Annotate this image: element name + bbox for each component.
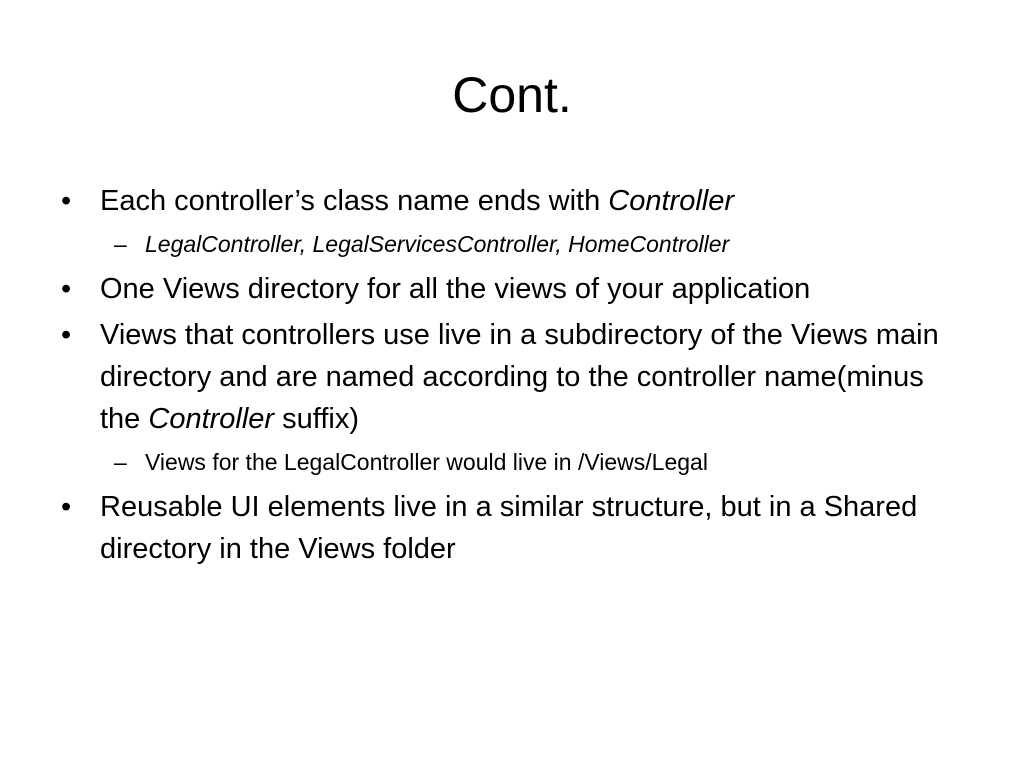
- bullet-icon: •: [61, 273, 72, 305]
- dash-icon: –: [114, 449, 127, 475]
- bullet-text: Reusable UI elements live in a similar structure, but in a Shared directory in the Views folder: [100, 491, 918, 565]
- bullet-text: Views that controllers use live in a subdirectory of the Views main directory and are named according to the controller name(minus the: [100, 319, 939, 435]
- bullet-icon: •: [61, 491, 72, 523]
- sub-bullet-text: Views for the LegalController would live in /Views/Legal: [145, 449, 708, 475]
- sub-bullet-text: LegalController, LegalServicesController, HomeController: [145, 231, 730, 257]
- bullet-text: One Views directory for all the views of your application: [100, 273, 811, 305]
- dash-icon: –: [114, 231, 127, 257]
- bullet-icon: •: [61, 185, 72, 217]
- bullet-text-after: suffix): [274, 403, 359, 435]
- slide-title: Cont.: [452, 67, 572, 123]
- slide-content: [58, 180, 958, 574]
- sub-bullet-item-1: [58, 226, 958, 262]
- bullet-emphasis: Controller: [148, 403, 275, 435]
- bullet-item-2: [58, 268, 958, 310]
- sub-bullet-item-3: [58, 444, 958, 480]
- bullet-text: Each controller’s class name ends with: [100, 185, 609, 217]
- bullet-item-3: [58, 314, 958, 440]
- bullet-item-4: [58, 486, 958, 570]
- bullet-emphasis: Controller: [608, 185, 734, 217]
- bullet-item-1: [58, 180, 958, 222]
- bullet-icon: •: [61, 319, 72, 351]
